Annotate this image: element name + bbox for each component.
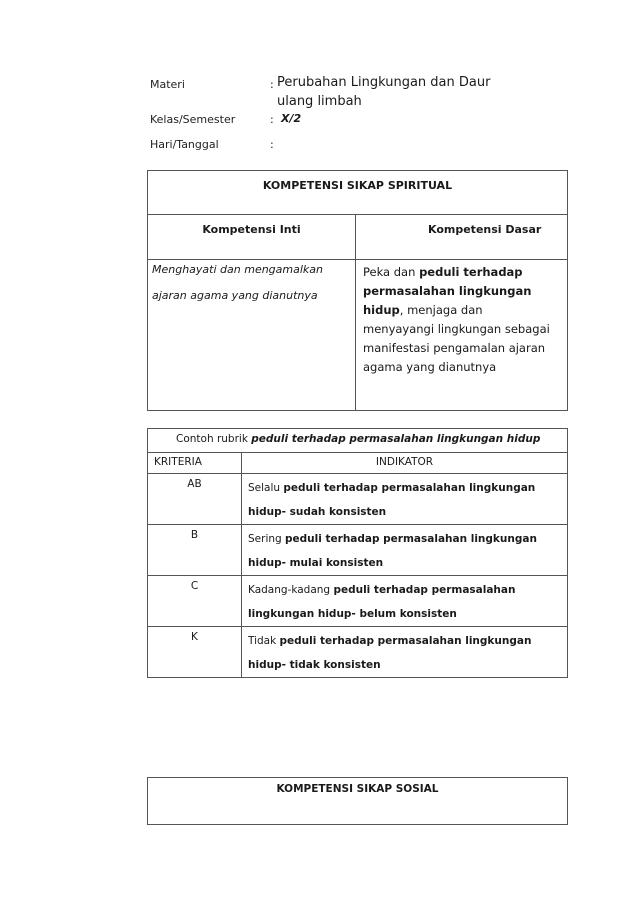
spiritual-title: KOMPETENSI SIKAP SPIRITUAL bbox=[148, 171, 568, 215]
materi-label: Materi bbox=[150, 78, 185, 91]
ki-line2: ajaran agama yang dianutnya bbox=[152, 289, 318, 302]
rubric-table bbox=[147, 428, 568, 678]
kelas-value: X/2 bbox=[281, 112, 302, 125]
rubric-title-bold: peduli terhadap permasalahan lingkungan hidup bbox=[251, 433, 541, 445]
indicator-pre: Tidak bbox=[248, 635, 280, 647]
grade-cell: C bbox=[148, 576, 242, 627]
kd-text bbox=[363, 263, 551, 377]
kelas-label: Kelas/Semester bbox=[150, 113, 236, 126]
rubric-title bbox=[148, 429, 568, 453]
indicator-cell bbox=[242, 474, 568, 525]
grade-cell: B bbox=[148, 525, 242, 576]
indicator-pre: Sering bbox=[248, 533, 286, 545]
materi-value-line2: ulang limbah bbox=[277, 94, 362, 109]
sosial-title: KOMPETENSI SIKAP SOSIAL bbox=[148, 778, 568, 825]
hari-label: Hari/Tanggal bbox=[150, 138, 219, 151]
kd-header: Kompetensi Dasar bbox=[356, 215, 568, 260]
rubric-row bbox=[148, 627, 568, 678]
materi-colon: : bbox=[270, 78, 274, 91]
indicator-bold: peduli terhadap permasalahan lingkungan hidup- mulai konsisten bbox=[248, 533, 537, 569]
grade-cell: AB bbox=[148, 474, 242, 525]
rubric-row bbox=[148, 474, 568, 525]
kelas-colon: : bbox=[270, 113, 274, 126]
indicator-bold: peduli terhadap permasalahan lingkungan hidup- sudah konsisten bbox=[248, 482, 536, 518]
indicator-pre: Selalu bbox=[248, 482, 284, 494]
indicator-bold: peduli terhadap permasalahan lingkungan hidup- belum konsisten bbox=[248, 584, 516, 620]
ki-line1: Menghayati dan mengamalkan bbox=[152, 263, 324, 276]
rubric-title-pre: Contoh rubrik bbox=[176, 433, 252, 445]
ki-header: Kompetensi Inti bbox=[148, 215, 356, 260]
kd-cell bbox=[356, 260, 568, 411]
ki-cell bbox=[148, 260, 356, 411]
materi-value-line1: Perubahan Lingkungan dan Daur bbox=[277, 75, 491, 90]
rubric-row bbox=[148, 576, 568, 627]
indicator-cell bbox=[242, 525, 568, 576]
kd-bold: peduli terhadap permasalahan lingkungan hidup bbox=[363, 265, 532, 317]
kriteria-header: KRITERIA bbox=[148, 453, 242, 474]
spiritual-table bbox=[147, 170, 568, 411]
kd-pre: Peka dan bbox=[363, 265, 420, 279]
indikator-header: INDIKATOR bbox=[242, 453, 568, 474]
indicator-bold: peduli terhadap permasalahan lingkungan hidup- tidak konsisten bbox=[248, 635, 532, 671]
indicator-pre: Kadang-kadang bbox=[248, 584, 334, 596]
hari-colon: : bbox=[270, 138, 274, 151]
rubric-row bbox=[148, 525, 568, 576]
grade-cell: K bbox=[148, 627, 242, 678]
indicator-cell bbox=[242, 576, 568, 627]
sosial-table bbox=[147, 777, 568, 825]
indicator-cell bbox=[242, 627, 568, 678]
kd-post: , menjaga dan menyayangi lingkungan sebagai manifestasi pengamalan ajaran agama yang dianutnya bbox=[363, 303, 550, 374]
